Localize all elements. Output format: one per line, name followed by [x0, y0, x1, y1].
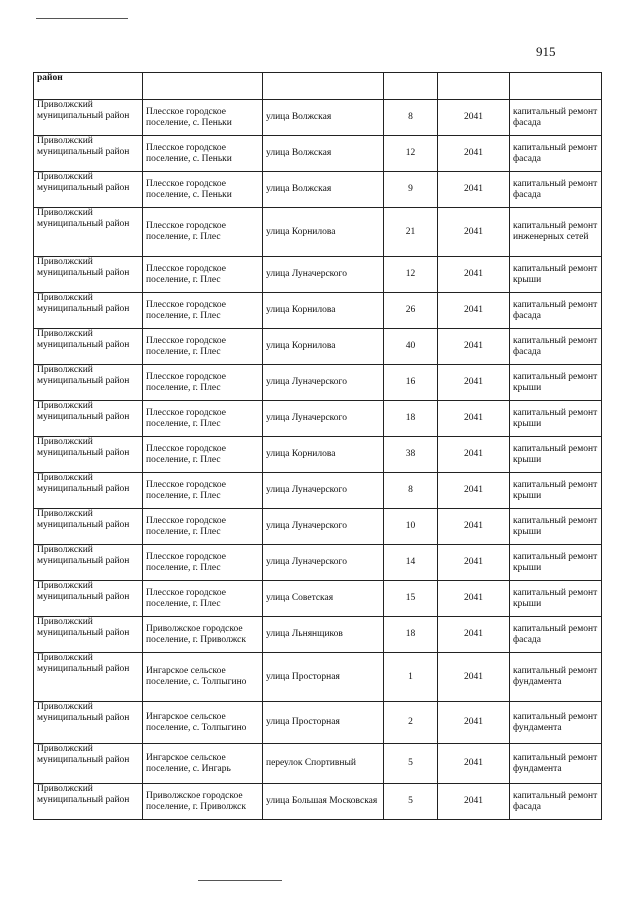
- table-row: [34, 401, 602, 437]
- district-cell: Приволжский муниципальный район: [34, 136, 143, 172]
- work-type-cell: капитальный ремонт крыши: [510, 401, 602, 437]
- district-cell: Приволжский муниципальный район: [34, 365, 143, 401]
- house-number-cell: 18: [384, 617, 438, 653]
- work-type-cell: капитальный ремонт фасада: [510, 293, 602, 329]
- street-cell: улица Волжская: [263, 172, 384, 208]
- house-number-cell: 16: [384, 365, 438, 401]
- settlement-cell: Плесское городское поселение, г. Плес: [143, 365, 263, 401]
- district-cell: Приволжский муниципальный район: [34, 172, 143, 208]
- year-cell: 2041: [438, 545, 510, 581]
- year-cell: 2041: [438, 509, 510, 545]
- year-cell: 2041: [438, 473, 510, 509]
- house-number-cell: 14: [384, 545, 438, 581]
- settlement-cell: Плесское городское поселение, г. Плес: [143, 545, 263, 581]
- house-number-cell: 5: [384, 784, 438, 820]
- settlement-cell: Ингарское сельское поселение, с. Толпыгино: [143, 653, 263, 702]
- district-cell: Приволжский муниципальный район: [34, 581, 143, 617]
- district-cell: Приволжский муниципальный район: [34, 545, 143, 581]
- district-cell: Приволжский муниципальный район: [34, 257, 143, 293]
- settlement-cell: Плесское городское поселение, г. Плес: [143, 437, 263, 473]
- year-cell: 2041: [438, 581, 510, 617]
- district-cell: Приволжский муниципальный район: [34, 744, 143, 784]
- district-cell: Приволжский муниципальный район: [34, 617, 143, 653]
- settlement-cell: Плесское городское поселение, с. Пеньки: [143, 100, 263, 136]
- year-cell: 2041: [438, 617, 510, 653]
- house-number-cell: 5: [384, 744, 438, 784]
- table-row: [34, 702, 602, 744]
- table-row: [34, 744, 602, 784]
- year-cell: 2041: [438, 702, 510, 744]
- table-row: [34, 581, 602, 617]
- street-cell: улица Луначерского: [263, 257, 384, 293]
- district-cell: Приволжский муниципальный район: [34, 509, 143, 545]
- street-cell: улица Корнилова: [263, 437, 384, 473]
- district-cell: Приволжский муниципальный район: [34, 401, 143, 437]
- table-row: [34, 208, 602, 257]
- year-cell: 2041: [438, 329, 510, 365]
- settlement-cell: Плесское городское поселение, г. Плес: [143, 293, 263, 329]
- table-row: [34, 437, 602, 473]
- district-cell: Приволжский муниципальный район: [34, 437, 143, 473]
- settlement-cell: Плесское городское поселение, г. Плес: [143, 257, 263, 293]
- house-number-cell: 15: [384, 581, 438, 617]
- work-type-cell: капитальный ремонт инженерных сетей: [510, 208, 602, 257]
- year-cell: 2041: [438, 653, 510, 702]
- district-cell: Приволжский муниципальный район: [34, 653, 143, 702]
- house-number-cell: 38: [384, 437, 438, 473]
- work-type-cell: капитальный ремонт фасада: [510, 172, 602, 208]
- table-row: [34, 100, 602, 136]
- year-cell: 2041: [438, 401, 510, 437]
- work-type-cell: капитальный ремонт крыши: [510, 545, 602, 581]
- street-cell: улица Корнилова: [263, 208, 384, 257]
- work-type-cell: капитальный ремонт фундамента: [510, 653, 602, 702]
- table-row: [34, 784, 602, 820]
- work-cell: [510, 73, 602, 100]
- work-type-cell: капитальный ремонт фасада: [510, 136, 602, 172]
- work-type-cell: капитальный ремонт крыши: [510, 257, 602, 293]
- house-number-cell: 10: [384, 509, 438, 545]
- year-cell: [438, 73, 510, 100]
- work-type-cell: капитальный ремонт фасада: [510, 617, 602, 653]
- district-cell: Приволжский муниципальный район: [34, 473, 143, 509]
- district-cell: Приволжский муниципальный район: [34, 702, 143, 744]
- street-cell: переулок Спортивный: [263, 744, 384, 784]
- house-number-cell: 1: [384, 653, 438, 702]
- district-cell: Приволжский муниципальный район: [34, 208, 143, 257]
- settlement-cell: Плесское городское поселение, г. Плес: [143, 509, 263, 545]
- house-number-cell: 26: [384, 293, 438, 329]
- street-cell: [263, 73, 384, 100]
- table-row: [34, 545, 602, 581]
- settlement-cell: Приволжское городское поселение, г. Приволжск: [143, 784, 263, 820]
- work-type-cell: капитальный ремонт крыши: [510, 509, 602, 545]
- district-fragment: район: [37, 73, 63, 83]
- year-cell: 2041: [438, 172, 510, 208]
- work-type-cell: капитальный ремонт фундамента: [510, 702, 602, 744]
- bottom-rule: [198, 880, 282, 881]
- document-table: [33, 72, 602, 820]
- street-cell: улица Просторная: [263, 653, 384, 702]
- year-cell: 2041: [438, 365, 510, 401]
- street-cell: улица Луначерского: [263, 545, 384, 581]
- house-number-cell: 21: [384, 208, 438, 257]
- house-number-cell: 18: [384, 401, 438, 437]
- table-row: [34, 365, 602, 401]
- street-cell: улица Луначерского: [263, 509, 384, 545]
- year-cell: 2041: [438, 136, 510, 172]
- district-cell: Приволжский муниципальный район: [34, 293, 143, 329]
- table-row: [34, 172, 602, 208]
- street-cell: улица Волжская: [263, 136, 384, 172]
- house-number-cell: 12: [384, 136, 438, 172]
- top-rule: [36, 18, 128, 19]
- house-number-cell: 9: [384, 172, 438, 208]
- district-cell: Приволжский муниципальный район: [34, 784, 143, 820]
- street-cell: улица Советская: [263, 581, 384, 617]
- table-row: [34, 509, 602, 545]
- settlement-cell: Плесское городское поселение, г. Плес: [143, 329, 263, 365]
- table-row: [34, 329, 602, 365]
- street-cell: улица Волжская: [263, 100, 384, 136]
- settlement-cell: Плесское городское поселение, г. Плес: [143, 581, 263, 617]
- year-cell: 2041: [438, 100, 510, 136]
- table-row: [34, 136, 602, 172]
- house-cell: [384, 73, 438, 100]
- year-cell: 2041: [438, 784, 510, 820]
- work-type-cell: капитальный ремонт фасада: [510, 329, 602, 365]
- year-cell: 2041: [438, 437, 510, 473]
- street-cell: улица Луначерского: [263, 473, 384, 509]
- year-cell: 2041: [438, 208, 510, 257]
- table-row: [34, 617, 602, 653]
- street-cell: улица Просторная: [263, 702, 384, 744]
- street-cell: улица Корнилова: [263, 293, 384, 329]
- street-cell: улица Большая Московская: [263, 784, 384, 820]
- table-row-continuation: [34, 73, 602, 100]
- house-number-cell: 40: [384, 329, 438, 365]
- house-number-cell: 2: [384, 702, 438, 744]
- street-cell: улица Корнилова: [263, 329, 384, 365]
- page-number: 915: [536, 44, 556, 59]
- street-cell: улица Луначерского: [263, 401, 384, 437]
- street-cell: улица Луначерского: [263, 365, 384, 401]
- year-cell: 2041: [438, 744, 510, 784]
- table-row: [34, 257, 602, 293]
- settlement-cell: Ингарское сельское поселение, с. Толпыгино: [143, 702, 263, 744]
- settlement-cell: Ингарское сельское поселение, с. Ингарь: [143, 744, 263, 784]
- work-type-cell: капитальный ремонт крыши: [510, 581, 602, 617]
- year-cell: 2041: [438, 293, 510, 329]
- house-number-cell: 8: [384, 473, 438, 509]
- settlement-cell: Плесское городское поселение, с. Пеньки: [143, 136, 263, 172]
- table-row: [34, 473, 602, 509]
- work-type-cell: капитальный ремонт фундамента: [510, 744, 602, 784]
- settlement-cell: Плесское городское поселение, г. Плес: [143, 473, 263, 509]
- table-row: [34, 653, 602, 702]
- settlement-cell: Приволжское городское поселение, г. Приволжск: [143, 617, 263, 653]
- settlement-cell: [143, 73, 263, 100]
- table-row: [34, 293, 602, 329]
- work-type-cell: капитальный ремонт крыши: [510, 437, 602, 473]
- work-type-cell: капитальный ремонт крыши: [510, 473, 602, 509]
- year-cell: 2041: [438, 257, 510, 293]
- district-cell: Приволжский муниципальный район: [34, 100, 143, 136]
- work-type-cell: капитальный ремонт фасада: [510, 784, 602, 820]
- house-number-cell: 12: [384, 257, 438, 293]
- district-cell: Приволжский муниципальный район: [34, 329, 143, 365]
- work-type-cell: капитальный ремонт фасада: [510, 100, 602, 136]
- work-type-cell: капитальный ремонт крыши: [510, 365, 602, 401]
- settlement-cell: Плесское городское поселение, г. Плес: [143, 401, 263, 437]
- settlement-cell: Плесское городское поселение, с. Пеньки: [143, 172, 263, 208]
- street-cell: улица Льнянщиков: [263, 617, 384, 653]
- settlement-cell: Плесское городское поселение, г. Плес: [143, 208, 263, 257]
- district-cell: [34, 73, 143, 100]
- house-number-cell: 8: [384, 100, 438, 136]
